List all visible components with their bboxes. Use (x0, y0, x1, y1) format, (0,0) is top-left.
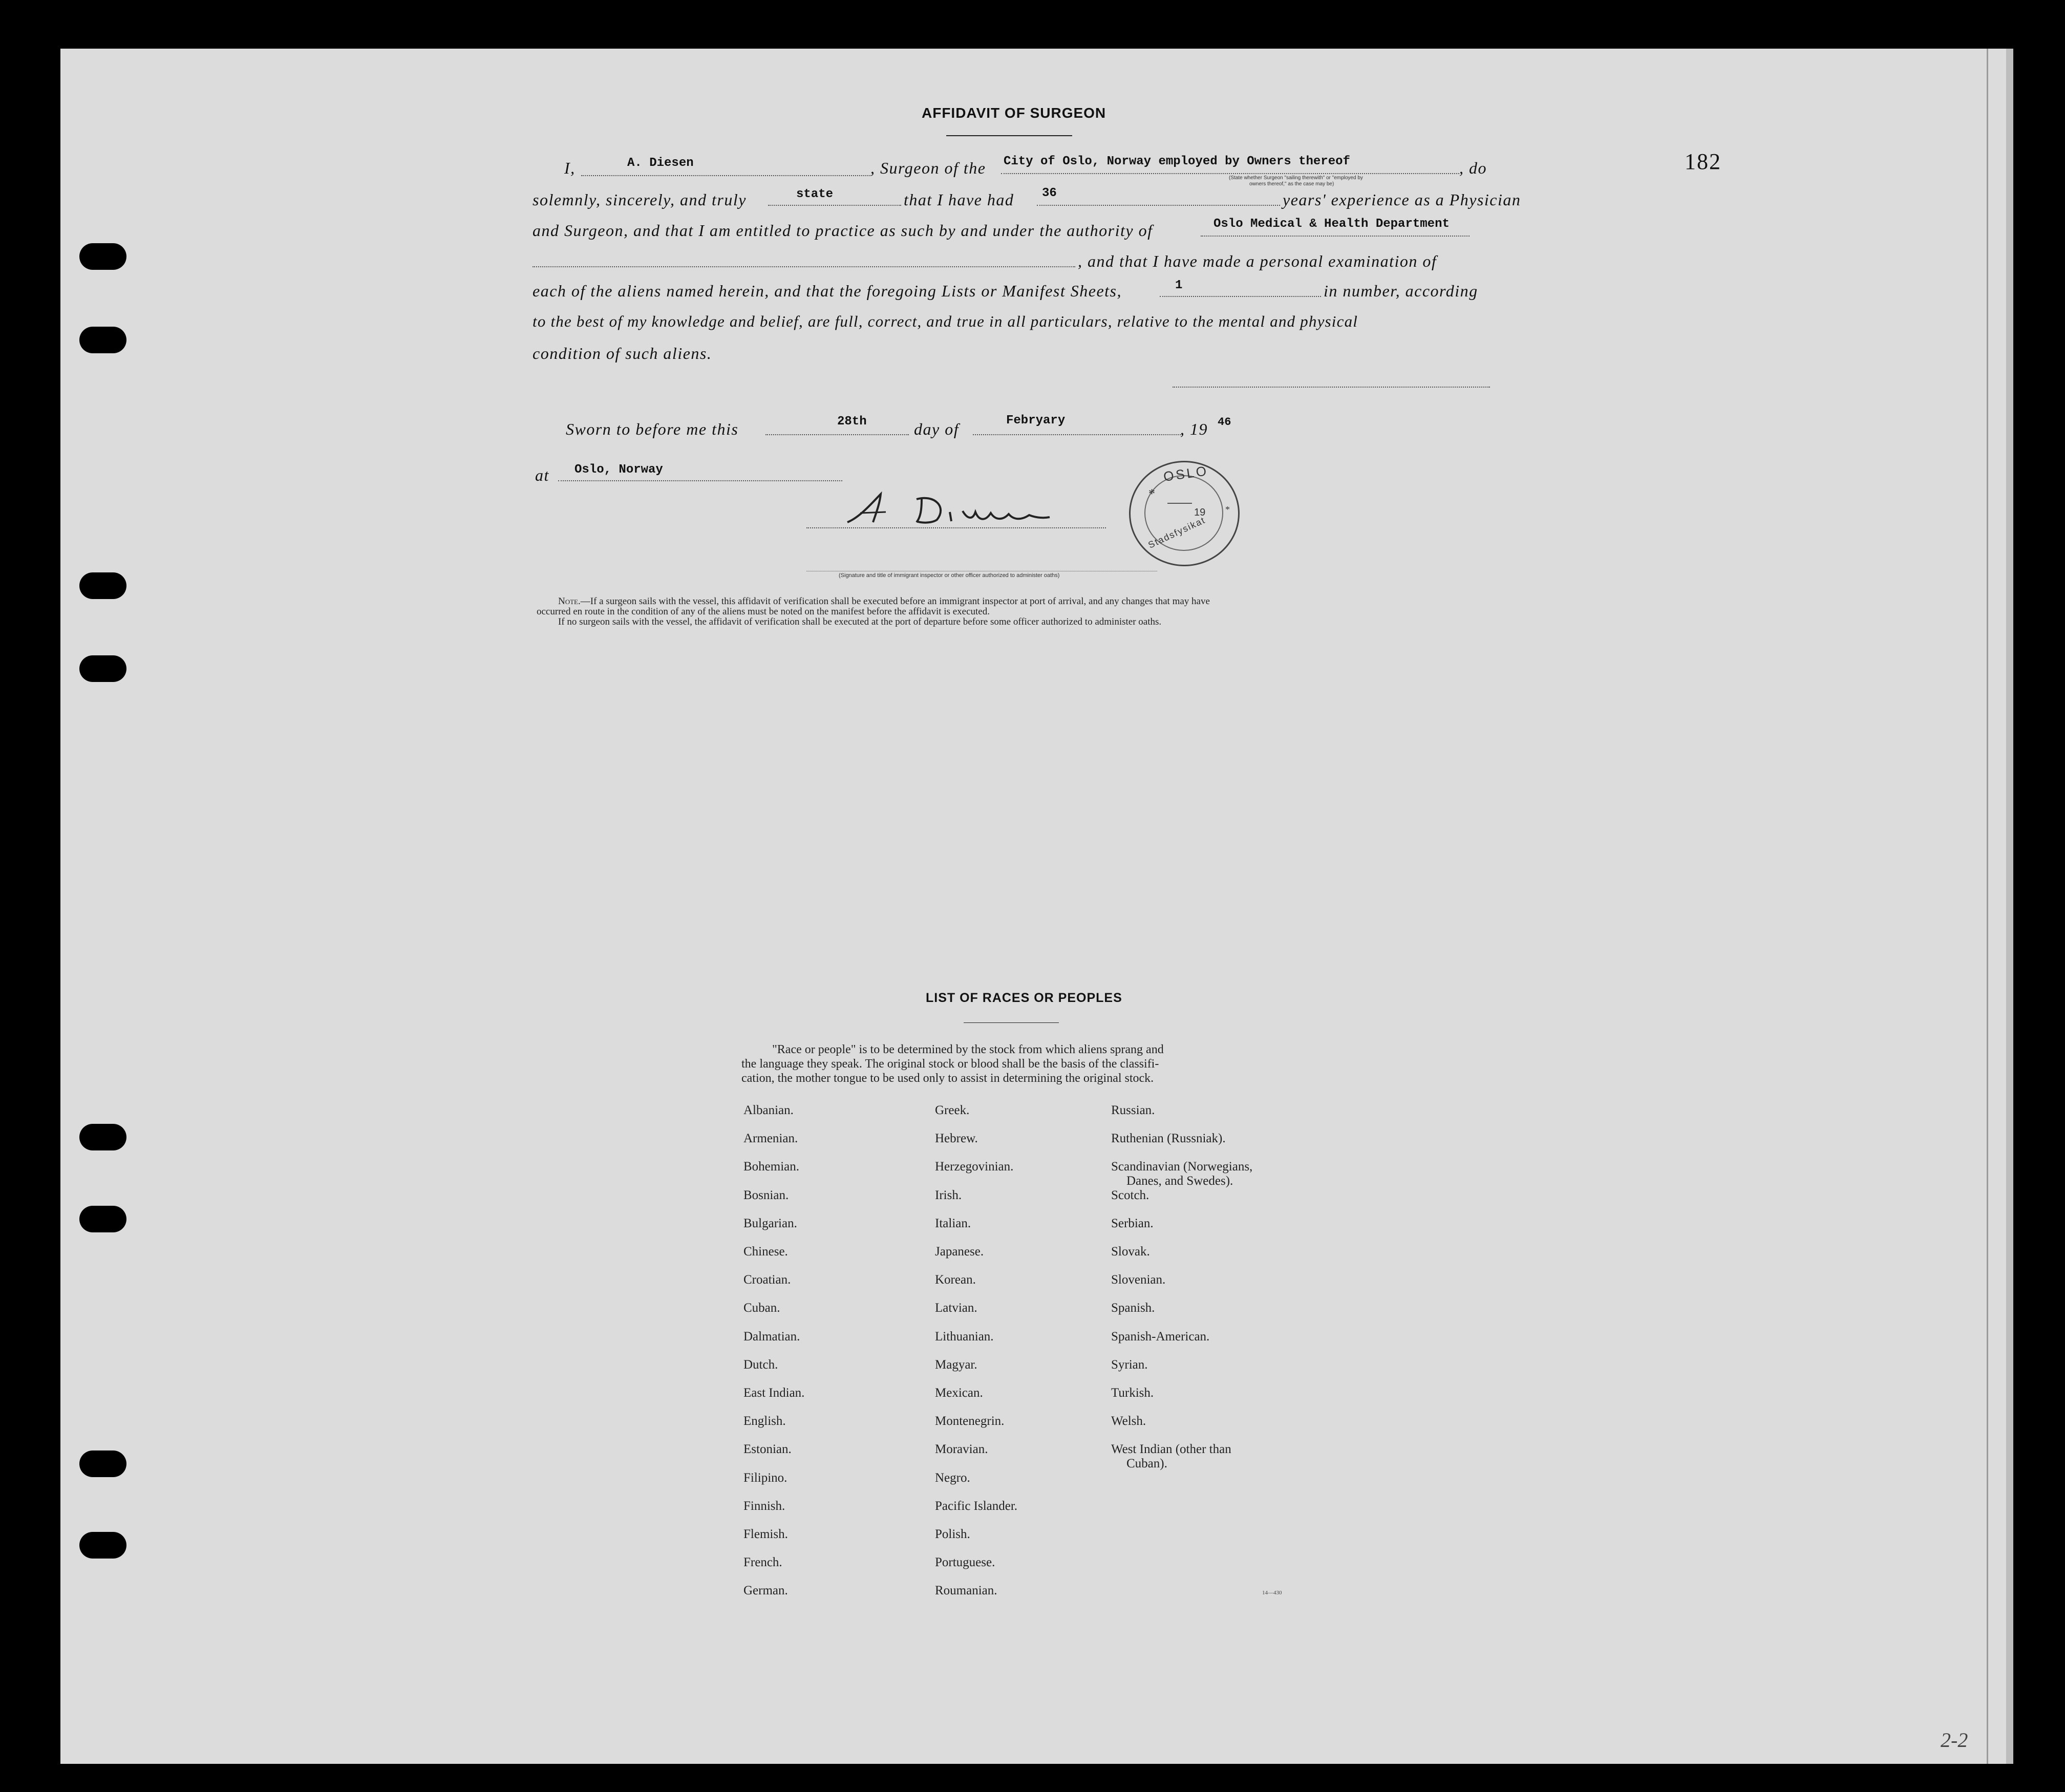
sheets-value: 1 (1175, 279, 1183, 292)
authority-value: Oslo Medical & Health Department (1214, 217, 1450, 231)
page-edge (2006, 49, 2013, 1764)
race-item: Spanish-American. (1111, 1329, 1210, 1343)
race-item: Serbian. (1111, 1216, 1154, 1230)
race-item: Syrian. (1111, 1357, 1148, 1372)
line6-text: to the best of my knowledge and belief, are full, correct, and true in all particulars, relative to the mental and physical (533, 312, 1358, 330)
race-item: Magyar. (935, 1357, 977, 1372)
races-title: LIST OF RACES OR PEOPLES (926, 991, 1122, 1005)
race-item: French. (743, 1555, 782, 1570)
race-item: Irish. (935, 1188, 962, 1202)
line3-prefix: and Surgeon, and that I am entitled to practice as such by and under the authority of (533, 221, 1153, 240)
race-item: Lithuanian. (935, 1329, 994, 1343)
ship-field-line (1001, 173, 1459, 174)
ship-hint-1: (State whether Surgeon "sailing therewith" or "employed by (1229, 175, 1363, 181)
line5-suffix: in number, according (1324, 282, 1478, 300)
note-line1 (558, 596, 1210, 607)
intro-line3: cation, the mother tongue to be used only to assist in determining the original stock. (741, 1072, 1154, 1085)
binder-hole (79, 1450, 126, 1477)
race-item: Negro. (935, 1470, 970, 1485)
races-intro (741, 1042, 1289, 1085)
race-item: Greek. (935, 1103, 970, 1117)
note-label: Note. (558, 596, 581, 607)
race-item: Albanian. (743, 1103, 794, 1117)
name-field-line (581, 175, 870, 176)
race-item: Cuban. (743, 1301, 780, 1315)
sworn-month: Febryary (1006, 414, 1066, 428)
race-item: German. (743, 1584, 788, 1598)
race-item: Polish. (935, 1527, 970, 1541)
title-underline (946, 135, 1072, 136)
stamp-star-icon: * (1225, 504, 1230, 515)
race-item: Mexican. (935, 1386, 983, 1400)
race-item: West Indian (other than (1111, 1442, 1231, 1457)
race-item: Hebrew. (935, 1132, 978, 1146)
page-fold-line (1987, 49, 1988, 1764)
race-item: Turkish. (1111, 1386, 1154, 1400)
binder-hole (79, 327, 126, 353)
race-item: Filipino. (743, 1470, 787, 1485)
race-item: Latvian. (935, 1301, 977, 1315)
years-value: 36 (1042, 186, 1057, 200)
line2-suffix: years' experience as a Physician (1283, 190, 1521, 209)
ship-hint-2: owners thereof," as the case may be) (1249, 181, 1334, 187)
race-item: Scotch. (1111, 1188, 1149, 1202)
sworn-year: 46 (1218, 416, 1231, 429)
race-item: Dalmatian. (743, 1329, 800, 1343)
line2-prefix: solemnly, sincerely, and truly (533, 190, 747, 209)
form-code: 14—430 (1262, 1590, 1282, 1596)
sheets-field-line (1160, 296, 1321, 297)
stamp-bottom-text: Stadsfysikat (1146, 515, 1207, 550)
race-item: Slovak. (1111, 1245, 1150, 1258)
race-item: Bulgarian. (743, 1216, 797, 1230)
document-page (60, 49, 2006, 1764)
race-item: Cuban). (1126, 1457, 1167, 1471)
authority-continuation-line (533, 266, 1075, 267)
month-field-line (973, 434, 1183, 435)
race-item: Croatian. (743, 1273, 791, 1287)
binder-hole (79, 1206, 126, 1232)
races-title-underline (964, 1022, 1059, 1023)
intro-line1: "Race or people" is to be determined by the stock from which aliens sprang and (772, 1043, 1164, 1056)
race-item: Roumanian. (935, 1584, 997, 1598)
place-field-line (558, 480, 842, 481)
stamp-date-line (1167, 503, 1192, 504)
ship-employment: City of Oslo, Norway employed by Owners thereof (1004, 155, 1350, 168)
race-item: Montenegrin. (935, 1414, 1005, 1428)
note-line3: If no surgeon sails with the vessel, the affidavit of verification shall be executed at the port of departure before some officer authorized to administer oaths. (558, 616, 1162, 627)
affidavit-title: AFFIDAVIT OF SURGEON (922, 105, 1106, 121)
intro-line2: the language they speak. The original stock or blood shall be the basis of the classifi- (741, 1057, 1159, 1071)
stamp-top-text: OSLO (1162, 463, 1209, 484)
sworn-place: Oslo, Norway (574, 463, 663, 477)
handwritten-signature (845, 492, 1060, 530)
surgeon-name: A. Diesen (627, 156, 694, 170)
line1-prefix: I, (564, 159, 576, 177)
binder-hole (79, 655, 126, 682)
race-item: Finnish. (743, 1499, 785, 1513)
race-item: Bohemian. (743, 1160, 800, 1174)
page-number: 182 (1685, 149, 1721, 174)
line1-mid: , Surgeon of the (870, 159, 986, 177)
binder-hole (79, 243, 126, 270)
line2-mid: that I have had (904, 190, 1014, 209)
race-item: Flemish. (743, 1527, 788, 1541)
signature-caption: (Signature and title of immigrant inspector or other officer authorized to administer oaths) (839, 572, 1060, 579)
race-item: Japanese. (935, 1245, 984, 1258)
race-item: Ruthenian (Russniak). (1111, 1132, 1226, 1146)
race-item: Slovenian. (1111, 1273, 1166, 1287)
stamp-middle-text: 19 (1194, 507, 1206, 518)
race-item: Korean. (935, 1273, 976, 1287)
race-item: Bosnian. (743, 1188, 789, 1202)
corner-handwritten-mark: 2-2 (1941, 1729, 1968, 1752)
race-item: English. (743, 1414, 786, 1428)
race-item: Armenian. (743, 1132, 798, 1146)
race-item: Scandinavian (Norwegians, (1111, 1160, 1253, 1174)
sworn-day: 28th (837, 415, 867, 429)
race-item: Spanish. (1111, 1301, 1155, 1315)
line5-prefix: each of the aliens named herein, and that the foregoing Lists or Manifest Sheets, (533, 282, 1122, 300)
race-item: Portuguese. (935, 1555, 995, 1570)
binder-hole (79, 572, 126, 599)
race-item: Pacific Islander. (935, 1499, 1018, 1513)
race-item: East Indian. (743, 1386, 805, 1400)
binder-hole (79, 1532, 126, 1559)
race-item: Chinese. (743, 1245, 788, 1258)
race-item: Herzegovinian. (935, 1160, 1014, 1174)
binder-hole (79, 1124, 126, 1150)
race-item: Russian. (1111, 1103, 1155, 1117)
race-item: Italian. (935, 1216, 971, 1230)
at-prefix: at (535, 466, 549, 484)
verb-value: state (796, 187, 834, 201)
line1-suffix: , do (1459, 159, 1487, 177)
race-item: Danes, and Swedes). (1126, 1174, 1233, 1188)
note-line2: occurred en route in the condition of any of the aliens must be noted on the manifest before the affidavit is executed. (537, 606, 990, 617)
line7-text: condition of such aliens. (533, 344, 712, 362)
sworn-mid: day of (914, 420, 960, 438)
day-field-line (765, 434, 909, 435)
authority-field-line (1201, 236, 1470, 237)
line4-text: , and that I have made a personal examination of (1078, 252, 1437, 270)
race-item: Estonian. (743, 1442, 792, 1457)
stamp-star-icon: * (1148, 486, 1155, 501)
years-field-line (1037, 205, 1280, 206)
sworn-prefix: Sworn to before me this (566, 420, 739, 438)
caption-rule (806, 571, 1157, 572)
surgeon-signature-line (1173, 387, 1490, 388)
race-item: Welsh. (1111, 1414, 1146, 1428)
officer-signature-line (806, 527, 1106, 528)
sworn-year-prefix: , 19 (1180, 420, 1208, 438)
race-item: Moravian. (935, 1442, 988, 1457)
verb-field-line (768, 205, 901, 206)
note-line1-text: —If a surgeon sails with the vessel, this affidavit of verification shall be executed before an immigrant inspector at port of arrival, and any changes that may have (580, 596, 1210, 607)
race-item: Dutch. (743, 1357, 778, 1372)
